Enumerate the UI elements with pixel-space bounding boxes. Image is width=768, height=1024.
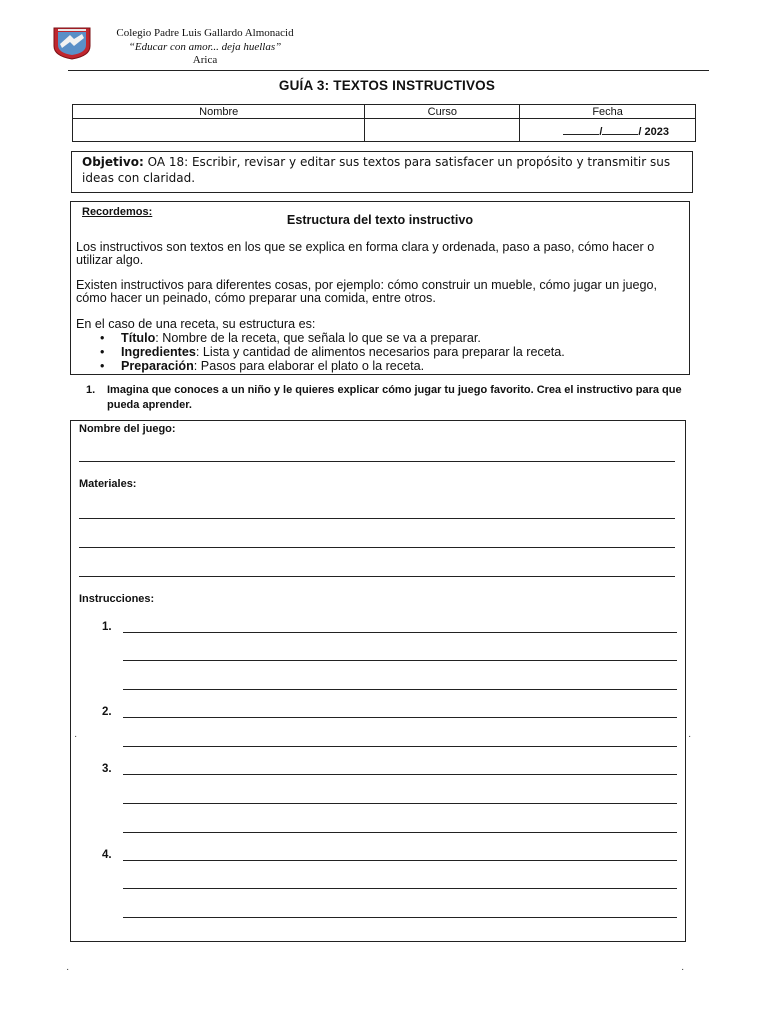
month-blank[interactable] [602, 123, 638, 135]
step-line[interactable] [123, 774, 677, 775]
list-item: • Preparación: Pasos para elaborar el plato o la receta. [121, 359, 565, 373]
step-line[interactable] [123, 689, 677, 690]
reminder-heading: Estructura del texto instructivo [286, 213, 474, 227]
list-item: • Título: Nombre de la receta, que señala lo que se va a preparar. [121, 331, 565, 345]
scan-mark: · [681, 964, 685, 975]
step-line[interactable] [123, 746, 677, 747]
recipe-structure-list [76, 331, 565, 373]
day-blank[interactable] [563, 123, 599, 135]
question-1 [86, 383, 686, 413]
game-name-line[interactable] [79, 461, 675, 462]
step-line[interactable] [123, 888, 677, 889]
step-line[interactable] [123, 832, 677, 833]
header-nombre: Nombre [73, 105, 365, 119]
school-crest-icon [52, 26, 92, 60]
materials-line[interactable] [79, 576, 675, 577]
question-number: 1. [86, 384, 96, 396]
question-text: Imagina que conoces a un niño y le quieres explicar cómo jugar tu juego favorito. Crea el instructivo para que pueda aprender. [107, 384, 682, 411]
step-number: 1. [102, 621, 112, 633]
reminder-paragraph-3: En el caso de una receta, su estructura es: [76, 317, 316, 331]
scan-mark: · [688, 731, 692, 742]
step-number: 4. [102, 849, 112, 861]
reminder-paragraph-2: Existen instructivos para diferentes cosas, por ejemplo: cómo construir un mueble, cómo jugar un juego, cómo hacer un peinado, cómo preparar una comida, entre otros. [76, 278, 658, 305]
nombre-field[interactable] [73, 119, 365, 142]
game-name-label: Nombre del juego: [79, 423, 176, 435]
curso-field[interactable] [365, 119, 520, 142]
objective-text: OA 18: Escribir, revisar y editar sus textos para satisfacer un propósito y transmitir sus ideas con claridad. [82, 155, 671, 185]
step-line[interactable] [123, 632, 677, 633]
list-item: • Ingredientes: Lista y cantidad de alimentos necesarios para preparar la receta. [121, 345, 565, 359]
header-curso: Curso [365, 105, 520, 119]
step-line[interactable] [123, 717, 677, 718]
date-separator: / [599, 125, 603, 138]
instructions-label: Instrucciones: [79, 593, 155, 605]
school-name: Colegio Padre Luis Gallardo Almonacid [116, 27, 294, 39]
materials-line[interactable] [79, 518, 675, 519]
step-line[interactable] [123, 860, 677, 861]
objective-box [71, 151, 693, 193]
materials-label: Materiales: [79, 478, 137, 490]
scan-mark: · [74, 731, 78, 742]
scan-mark: · [66, 964, 70, 975]
fecha-field[interactable] [520, 119, 696, 142]
step-line[interactable] [123, 917, 677, 918]
header-fecha: Fecha [520, 105, 696, 119]
answer-box [70, 420, 686, 942]
step-line[interactable] [123, 803, 677, 804]
student-info-table [72, 104, 696, 142]
header-divider [68, 70, 709, 71]
school-motto: “Educar con amor... deja huellas” [128, 40, 282, 53]
page-title: GUÍA 3: TEXTOS INSTRUCTIVOS [278, 78, 496, 93]
objective-label: Objetivo: [82, 155, 144, 169]
reminder-label: Recordemos: [82, 206, 153, 218]
school-header [100, 27, 310, 68]
step-number: 3. [102, 763, 112, 775]
step-number: 2. [102, 706, 112, 718]
school-city: Arica [192, 54, 218, 66]
date-year: / 2023 [638, 125, 669, 138]
reminder-box [70, 201, 690, 375]
materials-line[interactable] [79, 547, 675, 548]
step-line[interactable] [123, 660, 677, 661]
reminder-paragraph-1: Los instructivos son textos en los que se explica en forma clara y ordenada, paso a paso, cómo hacer o utilizar algo. [76, 240, 655, 267]
